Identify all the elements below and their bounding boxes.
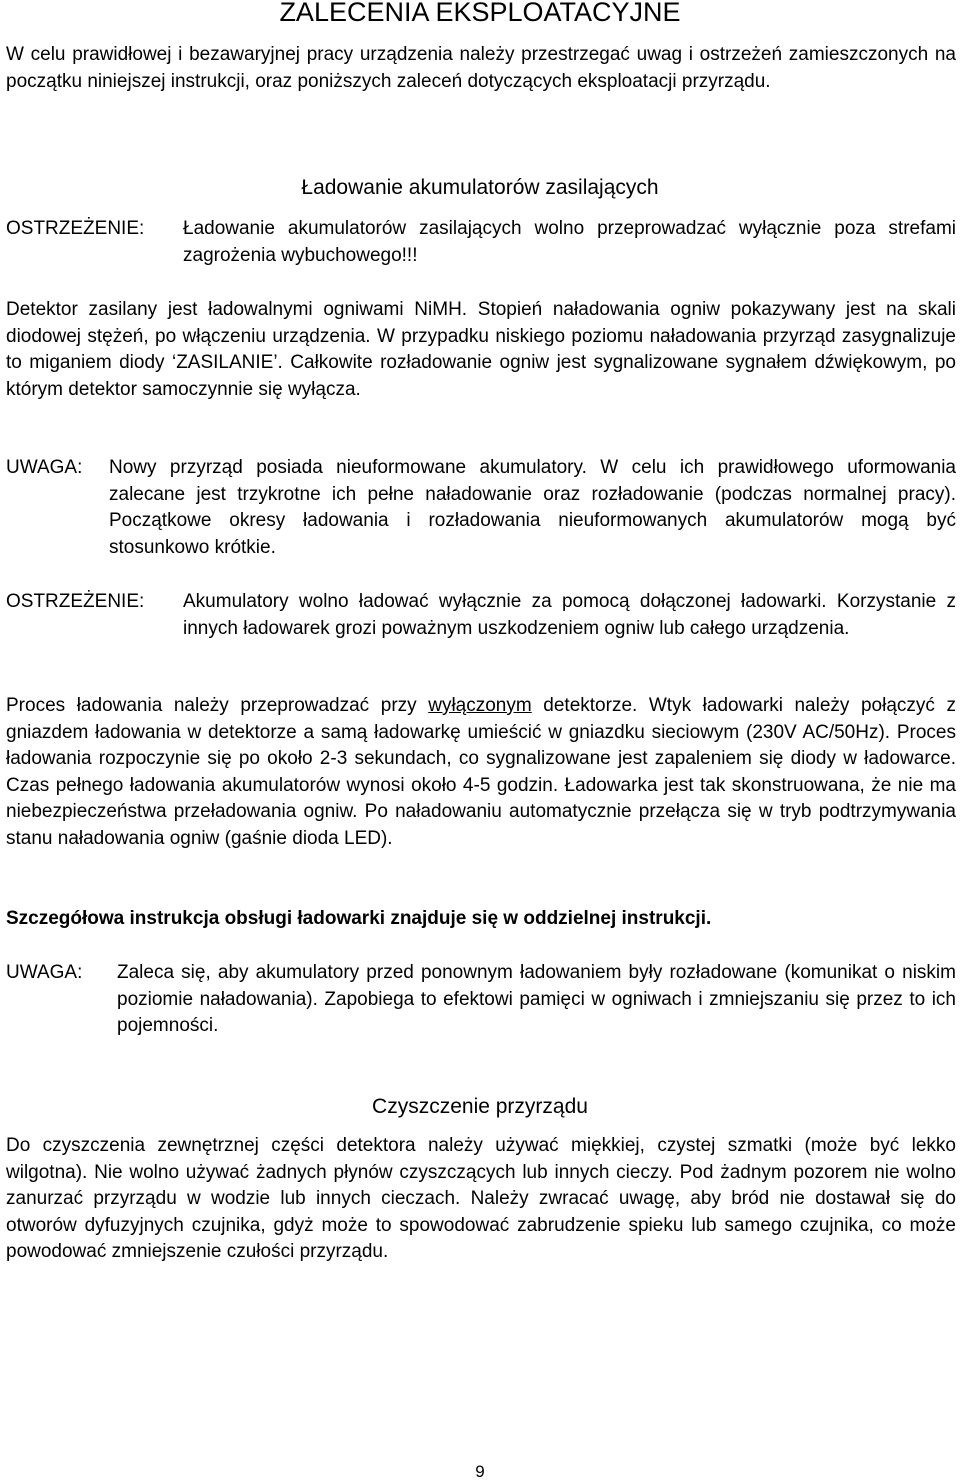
section-heading-charging: Ładowanie akumulatorów zasilających (301, 176, 659, 199)
warning-block-1 (6, 216, 956, 269)
page-number: 9 (475, 1462, 485, 1481)
charger-manual-note: Szczegółowa instrukcja obsługi ładowarki znajduje się w oddzielnej instrukcji. (6, 908, 712, 929)
warning-label: OSTRZEŻENIE: (6, 218, 145, 239)
cleaning-paragraph: Do czyszczenia zewnętrznej części detektora należy używać miękkiej, czystej szmatki (może być lekko wilgotna). Nie wolno używać żadnych płynów czyszczących lub innych cieczy. Pod żadnym pozorem nie wolno zanurzać przyrządu w wodzie lub innych cieczach. Należy zwracać uwagę, aby bród nie dostawał się do otworów dyfuzyjnych czujnika, gdyż może to spowodować zabrudzenie spieku lub samego czujnika, co może powodować zmniejszenie czułości przyrządu. (6, 1135, 956, 1262)
warning-text: Ładowanie akumulatorów zasilających wolno przeprowadzać wyłącznie poza strefami zagrożenia wybuchowego!!! (183, 218, 956, 266)
warning-block-2 (6, 589, 956, 642)
process-text-before: Proces ładowania należy przeprowadzać przy (6, 695, 429, 716)
note-label: UWAGA: (6, 457, 83, 478)
note-text: Zaleca się, aby akumulatory przed ponownym ładowaniem były rozładowane (komunikat o niskim poziomie naładowania). Zapobiega to efektowi pamięci w ogniwach i zmniejszaniu się przez to ich pojemności. (117, 962, 956, 1036)
intro-paragraph: W celu prawidłowej i bezawaryjnej pracy urządzenia należy przestrzegać uwag i ostrzeżeń zamieszczonych na początku niniejszej instrukcji, oraz poniższych zaleceń dotyczących eksploatacji przyrządu. (6, 44, 956, 92)
process-text-after: detektorze. Wtyk ładowarki należy połączyć z gniazdem ładowania w detektorze a samą ładowarkę umieścić w gniazdku sieciowym (230V AC/50Hz). Proces ładowania rozpoczynie się po około 2-3 sekundach, co sygnalizowane jest zapaleniem się diody w ładowarce. Czas pełnego ładowania akumulatorów wynosi około 4-5 godzin. Ładowarka jest tak skonstruowana, że nie ma niebezpieczeństwa przeładowania ogniw. Po naładowaniu automatycznie przełącza się w tryb podtrzymywania stanu naładowania ogniw (gaśnie dioda LED). (6, 695, 956, 849)
warning-label: OSTRZEŻENIE: (6, 591, 145, 612)
section-heading-cleaning: Czyszczenie przyrządu (372, 1095, 588, 1118)
charging-process-paragraph (6, 693, 956, 852)
warning-text: Akumulatory wolno ładować wyłącznie za pomocą dołączonej ładowarki. Korzystanie z innych ładowarek grozi poważnym uszkodzeniem ogniw lub całego urządzenia. (183, 591, 956, 639)
note-text: Nowy przyrząd posiada nieuformowane akumulatory. W celu ich prawidłowego uformowania zalecane jest trzykrotne ich pełne naładowanie oraz rozładowanie (podczas normalnej pracy). Początkowe okresy ładowania i rozładowania nieuformowanych akumulatorów mogą być stosunkowo krótkie. (109, 457, 956, 558)
page-title: ZALECENIA EKSPLOATACYJNE (279, 0, 681, 27)
process-text-underlined: wyłączonym (428, 695, 532, 716)
note-block-1 (6, 455, 956, 561)
detector-paragraph: Detektor zasilany jest ładowalnymi ogniwami NiMH. Stopień naładowania ogniw pokazywany jest na skali diodowej stężeń, po włączeniu urządzenia. W przypadku niskiego poziomu naładowania przyrząd zasygnalizuje to miganiem diody ‘ZASILANIE’. Całkowite rozładowanie ogniw jest sygnalizowane sygnałem dźwiękowym, po którym detektor samoczynnie się wyłącza. (6, 299, 956, 400)
note-block-2 (6, 960, 956, 1040)
note-label: UWAGA: (6, 962, 83, 983)
